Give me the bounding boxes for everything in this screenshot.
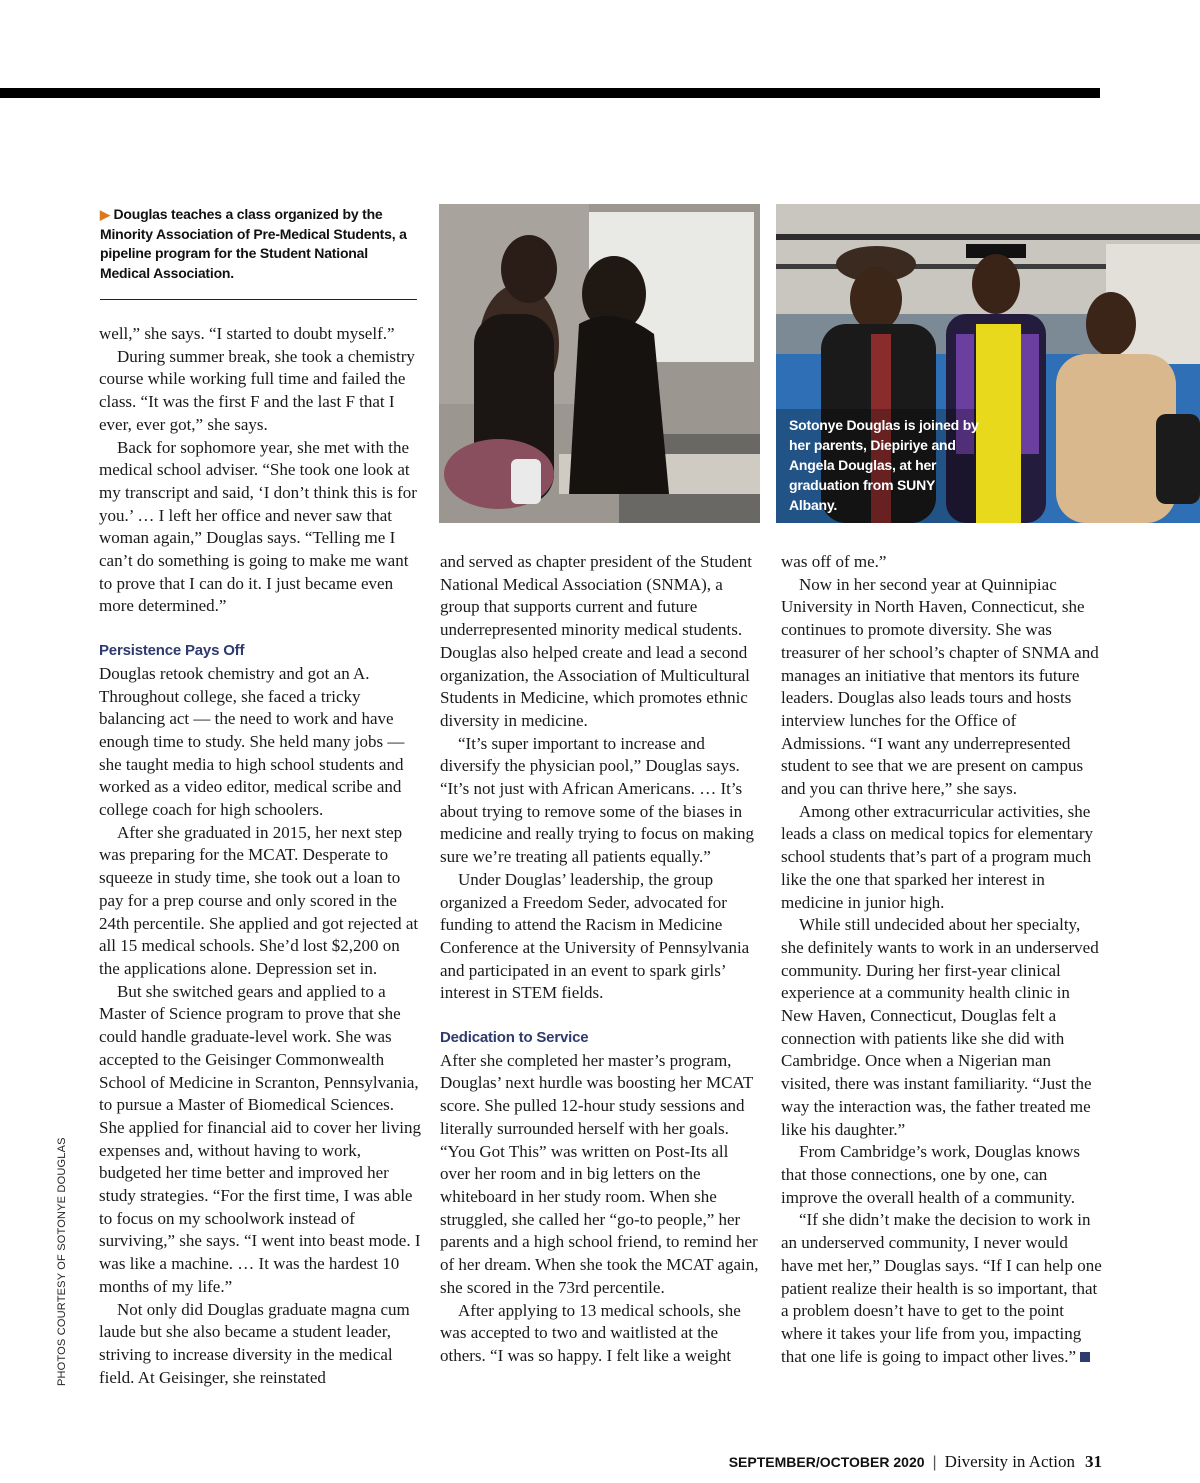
footer-separator: | — [932, 1454, 937, 1471]
photo-credit: PHOTOS COURTESY OF SOTONYE DOUGLAS — [56, 1137, 68, 1386]
paragraph-final — [781, 1209, 1103, 1368]
paragraph: and served as chapter president of the Student National Medical Association (SNMA), a group that supports current and future underrepresented minority medical students. Douglas also helped create and lead a second organization, the Association of Multicultural Students in Medicine, which promotes ethnic diversity in medicine. — [440, 552, 753, 730]
paragraph: But she switched gears and applied to a Master of Science program to prove that she could handle graduate-level work. She was accepted to the Geisinger Commonwealth School of Medicine in Scranton, Pennsylvania, to pursue a Master of Biomedical Sciences. She applied for financial aid to cover her living expenses and, without having to work, budgeted her time better and improved her study strategies. “For the first time, I was able to focus on my schoolwork instead of surviving,” she says. “I went into beast mode. I was like a machine. … It was the hardest 10 months of my life.” — [99, 981, 421, 1296]
paragraph-text: “If she didn’t make the decision to work in an underserved community, I never would have met her,” Douglas says. “If I can help one patient realize their health is so important, that a problem doesn’t have to get to the point where it takes your life from you, impacting that one life is going to impact other lives.” — [781, 1210, 1102, 1366]
end-mark-icon — [1080, 1352, 1090, 1362]
caption-text: Douglas teaches a class organized by the Minority Association of Pre-Medical Students, a pipeline program for the Student National Medical Association. — [100, 206, 407, 281]
paragraph: Among other extracurricular activities, she leads a class on medical topics for elementary school students that’s part of a program much like the one that sparked her interest in medicine in junior high. — [781, 801, 1094, 912]
paragraph: Douglas retook chemistry and got an A. Throughout college, she faced a tricky balancing act — the need to work and have enough time to study. She held many jobs — she taught media to high school students and worked as a video editor, medical scribe and college coach for high schoolers. — [99, 663, 405, 820]
paragraph: Now in her second year at Quinnipiac University in North Haven, Connecticut, she continues to promote diversity. She was treasurer of her school’s chapter of SNMA and manages an initiative that mentors its future leaders. Douglas also leads tours and hosts interview lunches for the Office of Admissions. “I want any underrepresented student to see that we are present on campus and you can thrive here,” she says. — [781, 574, 1099, 799]
subheading-persistence: Persistence Pays Off — [99, 642, 245, 660]
article-column-2 — [440, 551, 762, 1368]
photo-caption-graduation: Sotonye Douglas is joined by her parents, Diepiriye and Angela Douglas, at her graduation from SUNY Albany. — [789, 417, 979, 513]
photo-classroom — [439, 204, 760, 523]
magazine-name: Diversity in Action — [944, 1452, 1075, 1471]
top-rule — [0, 88, 1100, 98]
paragraph: Not only did Douglas graduate magna cum laude but she also became a student leader, striving to increase diversity in the medical field. At Geisinger, she reinstated — [99, 1299, 410, 1387]
paragraph: was off of me.” — [781, 552, 887, 571]
article-column-3 — [781, 551, 1103, 1368]
paragraph: From Cambridge’s work, Douglas knows that those connections, one by one, can improve the overall health of a community. — [781, 1142, 1080, 1207]
paragraph: Under Douglas’ leadership, the group organized a Freedom Seder, advocated for funding to attend the Racism in Medicine Conference at the University of Pennsylvania and participated in an event to spark girls’ interest in STEM fields. — [440, 869, 750, 1003]
photo-caption-classroom — [100, 205, 418, 283]
paragraph: After she completed her master’s program, Douglas’ next hurdle was boosting her MCAT score. She pulled 12-hour study sessions and literally surrounded herself with her goals. “You Got This” was written on Post-Its all over her room and in big letters on the whiteboard in her study room. When she struggled, she called her “go-to people,” her parents and a high school friend, to remind her of her dream. When she took the MCAT again, she scored in the 73rd percentile. — [440, 1050, 759, 1297]
page-footer — [729, 1452, 1102, 1472]
paragraph: Back for sophomore year, she met with the medical school adviser. “She took one look at my transcript and said, ‘I don’t think this is for you.’ … I left her office and never saw that woman again,” Douglas says. “Telling me I can’t do something is going to make me want to prove that I can do it. I just became even more determined.” — [99, 437, 417, 616]
page-number: 31 — [1085, 1452, 1102, 1471]
subheading-dedication: Dedication to Service — [440, 1029, 589, 1047]
paragraph: well,” she says. “I started to doubt myself.” — [99, 324, 395, 343]
issue-date: SEPTEMBER/OCTOBER 2020 — [728, 1454, 925, 1470]
paragraph: “It’s super important to increase and diversify the physician pool,” Douglas says. “It’s not just with African Americans. … It’s about trying to remove some of the biases in medicine and really trying to focus on making sure we’re treating all patients equally.” — [440, 733, 754, 867]
paragraph: While still undecided about her specialty, she definitely wants to work in an underserved community. During her first-year clinical experience at a community health clinic in New Haven, Connecticut, Douglas felt a connection with patients like she did with Cambridge. Once when a Nigerian man visited, there was instant familiarity. “Just the way the interaction was, the father treated me like his daughter.” — [781, 915, 1099, 1139]
article-column-1 — [99, 323, 421, 1389]
paragraph: After applying to 13 medical schools, she was accepted to two and waitlisted at the others. “I was so happy. I felt like a weight — [440, 1300, 741, 1365]
caption-arrow-icon: ▶ — [100, 207, 110, 222]
paragraph: After she graduated in 2015, her next step was preparing for the MCAT. Desperate to squeeze in study time, she took out a loan to pay for a prep course and only scored in the 24th percentile. She applied and got rejected at all 15 medical schools. She’d lost $2,200 on the applications alone. Depression set in. — [99, 822, 419, 978]
paragraph: During summer break, she took a chemistry course while working full time and failed the class. “It was the first F and the last F that I ever, ever got,” she says. — [99, 346, 415, 434]
caption-divider — [100, 299, 417, 300]
